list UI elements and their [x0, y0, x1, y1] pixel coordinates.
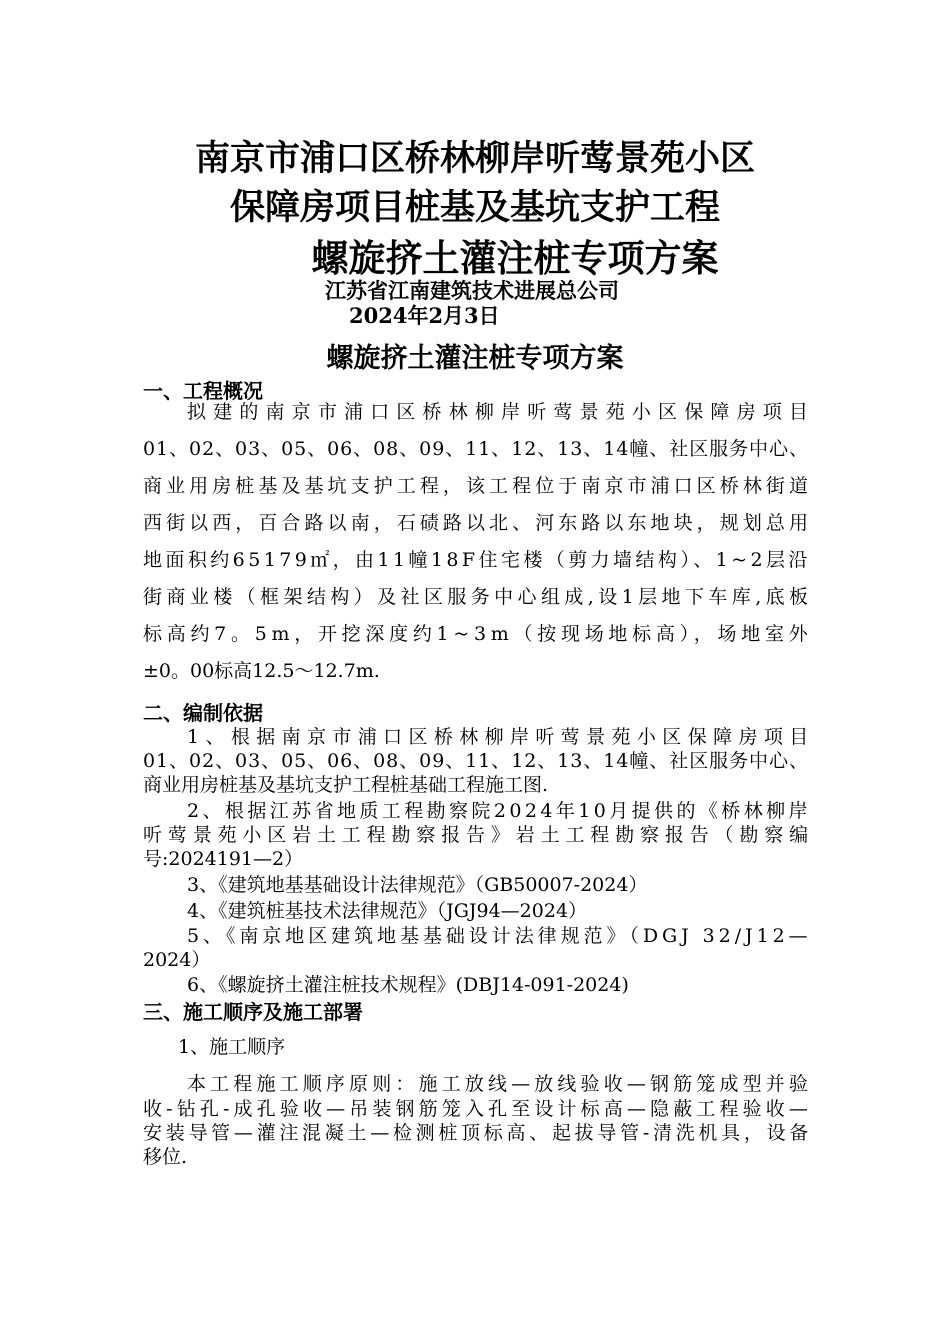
section-3-heading: 三、施工顺序及施工部署 [143, 1000, 363, 1024]
s3-line-2: 收-钻孔-成孔验收—吊装钢筋笼入孔至设计标高—隐蔽工程验收— [143, 1098, 813, 1120]
title-line-1: 南京市浦口区桥林柳岸听莺景苑小区 [194, 138, 755, 179]
s1-line-2: 01、02、03、05、06、08、09、11、12、13、14幢、社区服务中心、 [143, 438, 809, 460]
section-1-heading: 一、工程概况 [143, 379, 263, 403]
document-date: 2024年2月3日 [349, 303, 500, 328]
s1-line-6: 街商业楼（框架结构）及社区服务中心组成,设1层地下车库,底板 [143, 586, 813, 608]
s3-line-3: 安装导管—灌注混凝土—检测桩顶标高、起拔导管-清洗机具，设备 [143, 1122, 813, 1144]
document-subtitle: 螺旋挤土灌注桩专项方案 [326, 343, 624, 374]
s2-line-9: 5、《南京地区建筑地基基础设计法律规范》（DGJ 32/J12— [187, 925, 812, 947]
s1-line-3: 商业用房桩基及基坑支护工程，该工程位于南京市浦口区桥林街道 [143, 475, 813, 497]
s3-line-4: 移位. [143, 1146, 188, 1168]
s2-line-1: 1、根据南京市浦口区桥林柳岸听莺景苑小区保障房项目 [187, 726, 815, 748]
s1-line-4: 西街以西，百合路以南，石碛路以北、河东路以东地块，规划总用 [143, 512, 813, 534]
s2-line-11: 6、《螺旋挤土灌注桩技术规程》(DBJ14-091-2024) [187, 974, 629, 996]
s2-line-5: 听莺景苑小区岩土工程勘察报告》岩土工程勘察报告（勘察编 [143, 824, 814, 846]
s3-line-1: 本工程施工顺序原则：施工放线—放线验收—钢筋笼成型并验 [187, 1073, 813, 1095]
s3-subheading-1: 1、施工顺序 [178, 1036, 286, 1058]
s2-line-4: 2、根据江苏省地质工程勘察院2024年10月提供的《桥林柳岸 [187, 800, 811, 822]
s1-line-5: 地面积约65179㎡，由11幢18F住宅楼（剪力墙结构）、1~2层沿 [143, 549, 811, 571]
s2-line-10: 2024） [143, 949, 211, 971]
title-line-2: 保障房项目桩基及基坑支护工程 [229, 187, 720, 228]
s1-line-1: 拟建的南京市浦口区桥林柳岸听莺景苑小区保障房项目 [187, 401, 816, 423]
s1-line-8: ±0。00标高12.5～12.7m. [143, 660, 380, 682]
s2-line-7: 3、《建筑地基基础设计法律规范》（GB50007-2024） [187, 874, 648, 896]
title-line-3: 螺旋挤土灌注桩专项方案 [311, 236, 719, 280]
s2-line-3: 商业用房桩基及基坑支护工程桩基础工程施工图. [143, 774, 549, 796]
s1-line-7: 标高约7。5m，开挖深度约1~3m（按现场地标高），场地室外 [143, 623, 813, 645]
s2-line-8: 4、《建筑桩基技术法律规范》（JGJ94—2024） [187, 900, 588, 922]
company-name: 江苏省江南建筑技术进展总公司 [325, 278, 619, 303]
s2-line-2: 01、02、03、05、06、08、09、11、12、13、14幢、社区服务中心、 [143, 750, 809, 772]
s2-line-6: 号:2024191—2） [143, 848, 304, 870]
section-2-heading: 二、编制依据 [143, 701, 263, 725]
